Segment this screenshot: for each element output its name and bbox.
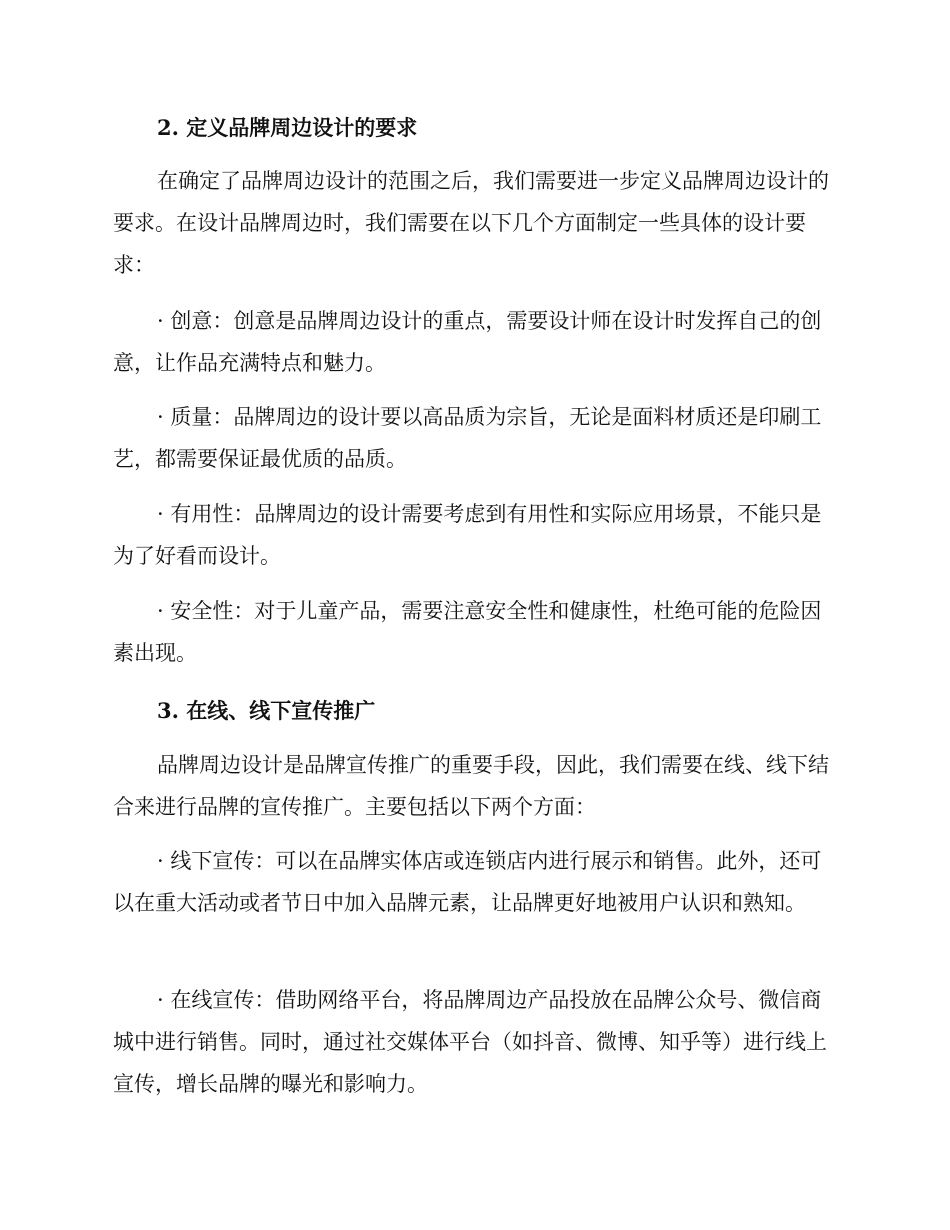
bullet-quality: · 质量：品牌周边的设计要以高品质为宗旨，无论是面料材质还是印刷工艺，都需要保证最优质的品质。	[113, 405, 822, 471]
section-3-intro-paragraph: 品牌周边设计是品牌宣传推广的重要手段，因此，我们需要在线、线下结合来进行品牌的宣传推广。主要包括以下两个方面：	[113, 753, 829, 819]
section-2-intro-paragraph: 在确定了品牌周边设计的范围之后，我们需要进一步定义品牌周边设计的要求。在设计品牌周边时，我们需要在以下几个方面制定一些具体的设计要求：	[113, 169, 829, 277]
bullet-usefulness: · 有用性：品牌周边的设计需要考虑到有用性和实际应用场景，不能只是为了好看而设计。	[113, 502, 822, 568]
section-3-heading: 3. 在线、线下宣传推广	[157, 698, 376, 723]
bullet-safety: · 安全性：对于儿童产品，需要注意安全性和健康性，杜绝可能的危险因素出现。	[113, 599, 822, 665]
bullet-offline-promotion: · 线下宣传：可以在品牌实体店或连锁店内进行展示和销售。此外，还可以在重大活动或者节日中加入品牌元素，让品牌更好地被用户认识和熟知。	[113, 849, 822, 915]
bullet-online-promotion: · 在线宣传：借助网络平台，将品牌周边产品投放在品牌公众号、微信商城中进行销售。同时，通过社交媒体平台（如抖音、微博、知乎等）进行线上宣传，增长品牌的曝光和影响力。	[113, 988, 827, 1096]
bullet-creativity: · 创意：创意是品牌周边设计的重点，需要设计师在设计时发挥自己的创意，让作品充满特点和魅力。	[113, 309, 822, 375]
section-2-heading: 2. 定义品牌周边设计的要求	[157, 115, 418, 140]
